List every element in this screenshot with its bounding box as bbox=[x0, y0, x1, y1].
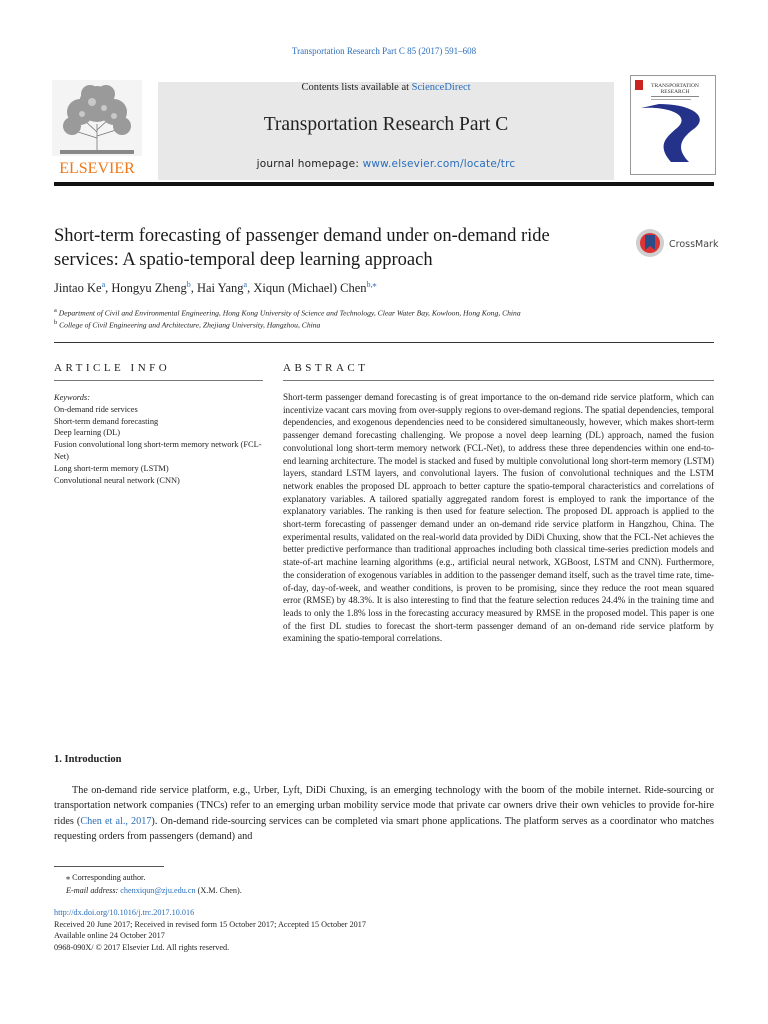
introduction-text: The on-demand ride service platform, e.g., Urber, Lyft, DiDi Chuxing, is an emerging technology with the boom of the mobile internet. Ride-sourcing or transportation network companies (TNCs) refer to an emerging urban mobility service mode that private car owners drive their own vehicles to provide for-hire rides (Chen et al., 2017). On-demand ride-sourcing services can be completed via smart phone applications. The platform serves as a coordinator who matches requesting orders from passengers (demand) and bbox=[54, 785, 714, 842]
journal-title: Transportation Research Part C bbox=[263, 114, 509, 135]
keywords-block bbox=[54, 392, 263, 486]
keyword-item: Deep learning (DL) bbox=[54, 428, 121, 438]
copyright: 0968-090X/ © 2017 Elsevier Ltd. All rights reserved. bbox=[54, 942, 230, 952]
sciencedirect-link[interactable]: ScienceDirect bbox=[411, 82, 471, 93]
author-name[interactable]: Xiqun (Michael) Chen$^{b,⁎}$ bbox=[253, 280, 377, 296]
homepage-link[interactable]: www.elsevier.com/locate/trc bbox=[362, 158, 516, 170]
svg-text:RESEARCH: RESEARCH bbox=[660, 89, 690, 95]
keyword-item: Convolutional neural network (CNN) bbox=[54, 475, 180, 485]
abstract-rule bbox=[283, 380, 714, 381]
section-divider bbox=[54, 342, 714, 343]
affiliation-a: $^a$ Department of Civil and Environmental Engineering, Hong Kong University of Science and Technology, Clear Water Bay, Kowloon, Hong Kong, China bbox=[54, 307, 521, 318]
keyword-item: On-demand ride services bbox=[54, 404, 138, 414]
footnote-rule bbox=[54, 866, 164, 867]
keywords-label: Keywords: bbox=[54, 393, 90, 402]
email-link[interactable]: chenxiqun@zju.edu.cn bbox=[120, 885, 196, 895]
journal-reference[interactable]: Transportation Research Part C 85 (2017) 591–608 bbox=[291, 46, 477, 56]
crossmark-label: CrossMark bbox=[669, 239, 719, 250]
available-online: Available online 24 October 2017 bbox=[54, 931, 165, 940]
author-name[interactable]: Hongyu Zheng$^b$ bbox=[111, 280, 191, 296]
header-rule bbox=[54, 182, 714, 186]
journal-cover-image[interactable] bbox=[630, 75, 716, 175]
abstract-heading: ABSTRACT bbox=[283, 362, 369, 374]
author-list: Jintao Ke$^a$, Hongyu Zheng$^b$, Hai Yang$^a$, Xiqun (Michael) Chen$^{b,⁎}$ bbox=[54, 280, 377, 296]
doi-link[interactable]: http://dx.doi.org/10.1016/j.trc.2017.10.016 bbox=[54, 908, 195, 917]
author-name[interactable]: Jintao Ke$^a$ bbox=[54, 280, 106, 296]
article-info-rule bbox=[54, 380, 263, 381]
footnotes bbox=[54, 872, 242, 897]
abstract-text: Short-term passenger demand forecasting is of great importance to the on-demand ride service platform, which can incentivize vacant cars moving from over-supply regions to over-demand regions. The spatial dependencies, temporal dependencies, and exogenous dependencies need to be considered simultaneously, however, which makes short-term passenger demand forecasting challenging. We propose a novel deep learning (DL) approach, named the fusion convolutional long short-term memory network (FCL-Net), to address these three dependencies within one end-to-end learning architecture. The model is stacked and fused by multiple convolutional long short-term memory (LSTM) layers, standard LSTM layers, and convolutional layers. The fusion of convolutional techniques and the LSTM network enables the proposed DL approach to better capture the spatio-temporal characteristics and correlations of explanatory variables. A tailored spatially aggregated random forest is employed to rank the importance of the explanatory variables. The ranking is then used for feature selection. The proposed DL approach is applied to the short-term forecasting of passenger demand under an on-demand ride service platform in Hangzhou, China. The experimental results, validated on the real-world data provided by DiDi Chuxing, show that the FCL-Net achieves the better predictive performance than traditional approaches including both classical time-series prediction models and state-of-art machine learning algorithms (e.g., artificial neural network, XGBoost, LSTM and CNN). Furthermore, the consideration of exogenous variables in addition to the passenger demand itself, such as the travel time rate, time-of-day, day-of-week, and weather conditions, is proven to be promising, since they reduce the root mean squared error (RMSE) by 48.3%. It is also interesting to find that the feature selection reduces 24.4% in the training time and leads to only the 1.8% loss in the forecasting accuracy measured by RMSE in the proposed model. This paper is one of the first DL studies to forecast the short-term passenger demand of an on-demand ride service platform by examining the spatio-temporal correlations. bbox=[283, 392, 714, 644]
introduction-heading: 1. Introduction bbox=[54, 754, 122, 765]
keyword-item: Long short-term memory (LSTM) bbox=[54, 463, 169, 473]
article-info-heading: ARTICLE INFO bbox=[54, 362, 171, 374]
crossmark-badge[interactable] bbox=[635, 228, 745, 258]
contents-line: Contents lists available at ScienceDirect bbox=[301, 82, 471, 93]
article-title: Short-term forecasting of passenger demand under on-demand ride services: A spatio-temporal deep learning approach bbox=[54, 226, 550, 270]
journal-homepage: journal homepage: www.elsevier.com/locate/trc bbox=[256, 158, 516, 170]
email-note: E-mail address: chenxiqun@zju.edu.cn (X.M. Chen). bbox=[66, 885, 242, 895]
svg-text:ELSEVIER: ELSEVIER bbox=[59, 160, 135, 176]
elsevier-logo bbox=[52, 80, 142, 176]
keyword-item: Short-term demand forecasting bbox=[54, 416, 159, 426]
received-dates: Received 20 June 2017; Received in revised form 15 October 2017; Accepted 15 October 2017 bbox=[54, 919, 366, 929]
keyword-item: Fusion convolutional long short-term memory network (FCL-Net) bbox=[54, 440, 262, 461]
affiliation-b: $^b$ College of Civil Engineering and Architecture, Zhejiang University, Hangzhou, China bbox=[54, 319, 321, 330]
author-name[interactable]: Hai Yang$^a$ bbox=[196, 280, 248, 296]
citation-link[interactable]: Chen et al., 2017 bbox=[80, 815, 152, 827]
publication-info bbox=[54, 907, 366, 953]
svg-text:TRANSPORTATION: TRANSPORTATION bbox=[651, 83, 699, 89]
corresponding-author-note: ⁎ Corresponding author. bbox=[66, 873, 146, 882]
